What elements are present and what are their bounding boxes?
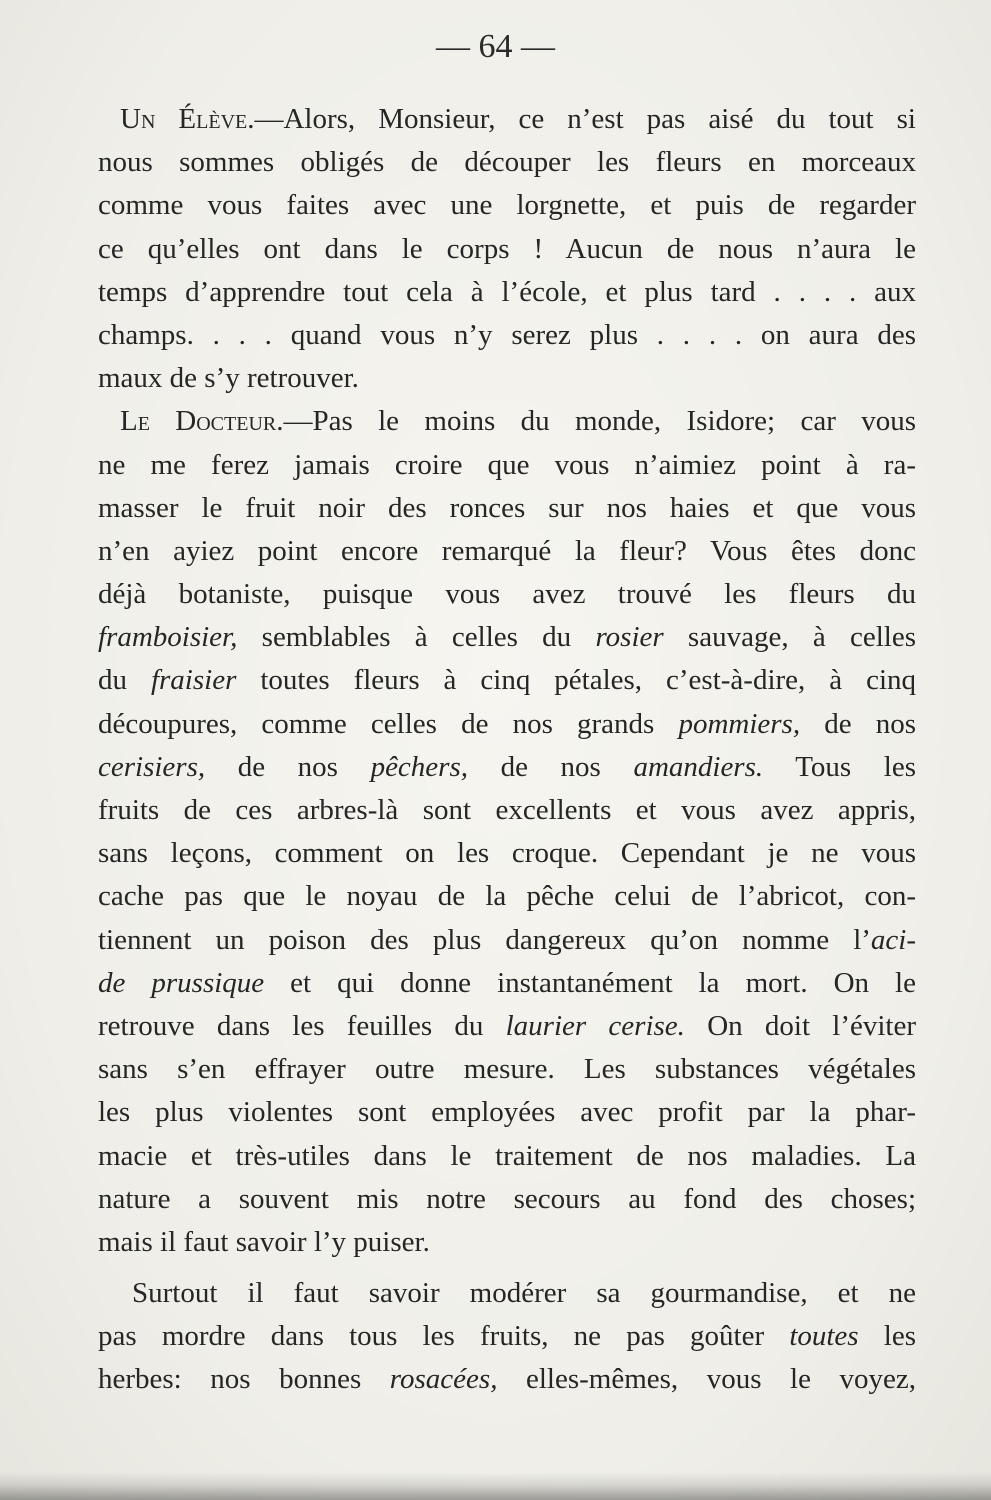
speaker-docteur: Le Docteur. bbox=[120, 405, 284, 438]
text-line: framboisier, semblables à celles du rosier sauvage, à celles bbox=[98, 621, 916, 654]
text-line: Le Docteur.—Pas le moins du monde, Isidore; car vous bbox=[120, 405, 916, 438]
text-line: macie et très-utiles dans le traitement de nos maladies. La bbox=[98, 1139, 916, 1172]
text-line: déjà botaniste, puisque vous avez trouvé les fleurs du bbox=[98, 578, 916, 611]
text-line: nature a souvent mis notre secours au fond des choses; bbox=[98, 1182, 916, 1215]
text-line: sans leçons, comment on les croque. Cependant je ne vous bbox=[98, 837, 916, 870]
text-line: ne me ferez jamais croire que vous n’aimiez point à ra- bbox=[98, 448, 916, 481]
text-line: tiennent un poison des plus dangereux qu’on nomme l’aci- bbox=[98, 923, 916, 956]
text-line: découpures, comme celles de nos grands pommiers, de nos bbox=[98, 707, 916, 740]
text-line: cache pas que le noyau de la pêche celui de l’abricot, con- bbox=[98, 880, 916, 913]
text-line: fruits de ces arbres-là sont excellents et vous avez appris, bbox=[98, 794, 916, 826]
text-line: cerisiers, de nos pêchers, de nos amandiers. Tous les bbox=[98, 750, 916, 783]
text-line: herbes: nos bonnes rosacées, elles-mêmes, vous le voyez, bbox=[98, 1363, 916, 1396]
page-bottom-shadow bbox=[0, 1472, 991, 1500]
paragraph-docteur bbox=[98, 400, 916, 1264]
text-line: masser le fruit noir des ronces sur nos haies et que vous bbox=[98, 491, 916, 524]
paragraph-gap bbox=[98, 1264, 916, 1272]
text-line: de prussique et qui donne instantanément la mort. On le bbox=[98, 966, 916, 999]
text-line: du fraisier toutes fleurs à cinq pétales, c’est-à-dire, à cinq bbox=[98, 664, 917, 697]
text-line: comme vous faites avec une lorgnette, et puis de regarder bbox=[98, 189, 916, 222]
text-line: ce qu’elles ont dans le corps ! Aucun de nous n’aura le bbox=[98, 232, 916, 265]
text-line: nous sommes obligés de découper les fleurs en morceaux bbox=[98, 146, 916, 179]
text-line: maux de s’y retrouver. bbox=[98, 362, 359, 395]
text-line: les plus violentes sont employées avec profit par la phar- bbox=[98, 1096, 916, 1129]
paragraph-surtout bbox=[98, 1272, 916, 1402]
speaker-eleve: Un Élève. bbox=[120, 103, 255, 135]
text-line: temps d’apprendre tout cela à l’école, et plus tard . . . . aux bbox=[98, 275, 916, 308]
text-line: n’en ayiez point encore remarqué la fleur? Vous êtes donc bbox=[98, 534, 916, 567]
text-line: Surtout il faut savoir modérer sa gourmandise, et ne bbox=[132, 1277, 916, 1310]
text-line: champs. . . . quand vous n’y serez plus . . . . on aura des bbox=[98, 318, 916, 351]
text-line: pas mordre dans tous les fruits, ne pas goûter toutes les bbox=[98, 1320, 916, 1353]
text-line: mais il faut savoir l’y puiser. bbox=[98, 1225, 430, 1258]
body-text bbox=[98, 98, 916, 1402]
page-number: — 64 — bbox=[436, 28, 555, 65]
text-line: sans s’en effrayer outre mesure. Les substances végétales bbox=[98, 1053, 916, 1086]
text-line: Un Élève.—Alors, Monsieur, ce n’est pas aisé du tout si bbox=[120, 103, 916, 135]
text-line: retrouve dans les feuilles du laurier cerise. On doit l’éviter bbox=[98, 1009, 916, 1042]
paragraph-eleve bbox=[98, 98, 916, 400]
